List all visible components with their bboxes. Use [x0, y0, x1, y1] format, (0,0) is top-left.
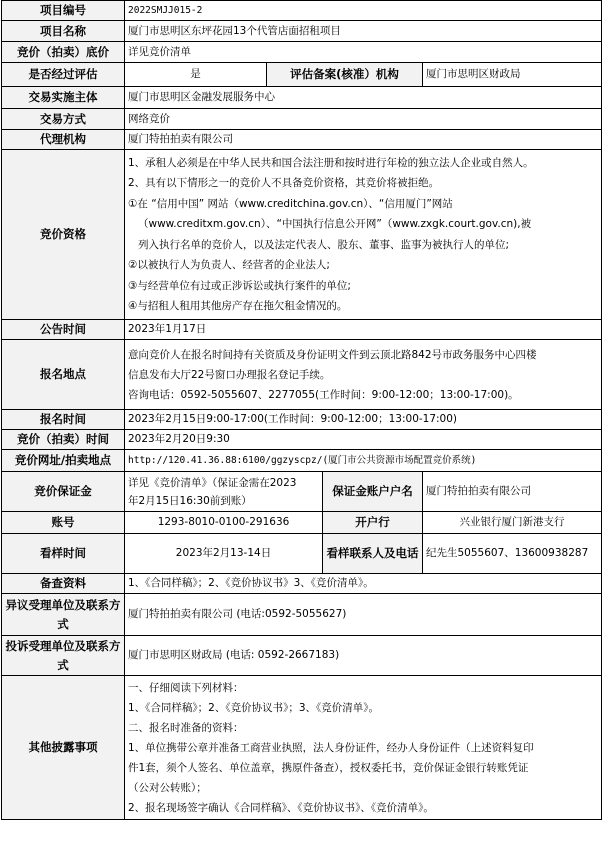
row-complaint — [2, 636, 602, 676]
row-other — [2, 676, 602, 820]
other-line: 1、单位携带公章并准备工商营业执照，法人身份证件，经办人身份证件（上述资料复印 — [128, 741, 534, 754]
qualification-line: ②以被执行人为负责人、经营者的企业法人; — [128, 259, 330, 271]
reg-place-line: 信息发布大厅22号窗口办理报名登记手续。 — [128, 368, 331, 381]
value-implementer: 厦门市思明区金融发展服务中心 — [125, 87, 602, 109]
other-line: 二、报名时准备的资料： — [128, 721, 244, 734]
qualification-line: 1、承租人必须是在中华人民共和国合法注册和按时进行年检的独立法人企业或自然人。 — [128, 156, 534, 169]
qualification-line: （www.creditxm.gov.cn）、“中国执行信息公开网”（www.zxgk.court.gov.cn),被 — [138, 218, 532, 230]
label-other: 其他披露事项 — [2, 676, 125, 820]
row-objection — [2, 594, 602, 636]
label-deposit-account-name: 保证金账户户名 — [323, 472, 423, 512]
value-other — [125, 676, 602, 820]
announcement-table — [1, 0, 602, 820]
other-line: 件1套，须个人签名、单位盖章，携原件备查），授权委托书，竞价保证金银行转账凭证 — [128, 761, 529, 774]
label-announce-time: 公告时间 — [2, 320, 125, 340]
value-materials: 1、《合同样稿》；2、《竞价协议书》3、《竞价清单》。 — [125, 574, 602, 594]
label-auction-time: 竞价（拍卖）时间 — [2, 430, 125, 450]
value-complaint: 厦门市思明区财政局 (电话: 0592-2667183) — [125, 636, 602, 676]
row-evaluated — [2, 63, 602, 87]
label-reserve-price: 竞价（拍卖）底价 — [2, 42, 125, 63]
row-announce-time — [2, 320, 602, 340]
value-evaluation-agency: 厦门市思明区财政局 — [423, 63, 602, 87]
value-reg-place — [125, 340, 602, 410]
row-agency — [2, 130, 602, 150]
other-line: 2、报名现场签字确认《合同样稿》、《竞价协议书》、《竞价清单》。 — [128, 801, 434, 814]
row-auction-time — [2, 430, 602, 450]
label-project-no: 项目编号 — [2, 1, 125, 21]
label-objection: 异议受理单位及联系方式 — [2, 594, 125, 636]
qualification-line: ①在 “信用中国” 网站（www.creditchina.gov.cn）、“信用厦门”网站 — [128, 197, 453, 210]
value-project-name: 厦门市思明区东坪花园13个代管店面招租项目 — [125, 21, 602, 42]
label-complaint: 投诉受理单位及联系方式 — [2, 636, 125, 676]
value-auction-time: 2023年2月20日9:30 — [125, 430, 602, 450]
row-reg-place — [2, 340, 602, 410]
row-viewing — [2, 534, 602, 574]
value-deposit — [125, 472, 323, 512]
label-materials: 备查资料 — [2, 574, 125, 594]
value-project-no: 2022SMJJ015-2 — [125, 1, 602, 21]
row-implementer — [2, 87, 602, 109]
row-reserve-price — [2, 42, 602, 63]
label-project-name: 项目名称 — [2, 21, 125, 42]
label-evaluated: 是否经过评估 — [2, 63, 125, 87]
label-deposit: 竞价保证金 — [2, 472, 125, 512]
row-method — [2, 109, 602, 130]
value-viewing: 2023年2月13-14日 — [125, 534, 323, 574]
label-auction-url: 竞价网址/拍卖地点 — [2, 450, 125, 472]
row-reg-time — [2, 410, 602, 430]
value-reserve-price: 详见竞价清单 — [125, 42, 602, 63]
value-method: 网络竞价 — [125, 109, 602, 130]
label-method: 交易方式 — [2, 109, 125, 130]
value-account: 1293-8010-0100-291636 — [125, 512, 323, 534]
label-viewing-contact: 看样联系人及电话 — [323, 534, 423, 574]
value-qualification — [125, 150, 602, 320]
label-evaluation-agency: 评估备案(核准）机构 — [267, 63, 423, 87]
value-objection: 厦门特拍拍卖有限公司 (电话:0592-5055627) — [125, 594, 602, 636]
label-reg-time: 报名时间 — [2, 410, 125, 430]
value-auction-url[interactable]: http://120.41.36.88:6100/ggzyscpz/(厦门市公共资源市场配置竞价系统) — [125, 450, 602, 472]
row-project-no — [2, 1, 602, 21]
label-qualification: 竞价资格 — [2, 150, 125, 320]
value-agency: 厦门特拍拍卖有限公司 — [125, 130, 602, 150]
label-account: 账号 — [2, 512, 125, 534]
value-evaluated: 是 — [125, 63, 267, 87]
row-auction-url — [2, 450, 602, 472]
label-bank: 开户行 — [323, 512, 423, 534]
row-project-name — [2, 21, 602, 42]
row-materials — [2, 574, 602, 594]
qualification-line: ③与经营单位有过或正涉诉讼或执行案件的单位; — [128, 279, 351, 292]
label-implementer: 交易实施主体 — [2, 87, 125, 109]
label-reg-place: 报名地点 — [2, 340, 125, 410]
value-deposit-account-name: 厦门特拍拍卖有限公司 — [423, 472, 602, 512]
reg-place-line: 咨询电话：0592-5055607、2277055(工作时间：9:00-12:00；13:00-17:00)。 — [128, 388, 519, 401]
value-reg-time: 2023年2月15日9:00-17:00(工作时间：9:00-12:00；13:00-17:00) — [125, 410, 602, 430]
label-viewing: 看样时间 — [2, 534, 125, 574]
deposit-line: 详见《竞价清单》（保证金需在2023 — [128, 476, 297, 489]
qualification-line: 2、具有以下情形之一的竞价人不具备竞价资格，其竞价将被拒绝。 — [128, 177, 440, 189]
row-account — [2, 512, 602, 534]
other-line: 一、仔细阅读下列材料： — [128, 681, 244, 694]
qualification-line: ④与招租人租用其他房产存在拖欠租金情况的。 — [128, 300, 348, 312]
reg-place-line: 意向竞价人在报名时间持有关资质及身份证明文件到云顶北路842号市政务服务中心四楼 — [128, 348, 537, 361]
value-announce-time: 2023年1月17日 — [125, 320, 602, 340]
other-line: 1、《合同样稿》；2、《竞价协议书》；3、《竞价清单》。 — [128, 701, 380, 714]
other-line: （公对公转账）； — [128, 781, 207, 794]
value-viewing-contact: 纪先生5055607、13600938287 — [423, 534, 602, 574]
label-agency: 代理机构 — [2, 130, 125, 150]
row-qualification — [2, 150, 602, 320]
deposit-line: 年2月15日16:30前到账） — [128, 494, 252, 507]
qualification-line: 列入执行名单的竞价人，以及法定代表人、股东、董事、监事为被执行人的单位; — [138, 238, 510, 251]
row-deposit — [2, 472, 602, 512]
value-bank: 兴业银行厦门新港支行 — [423, 512, 602, 534]
